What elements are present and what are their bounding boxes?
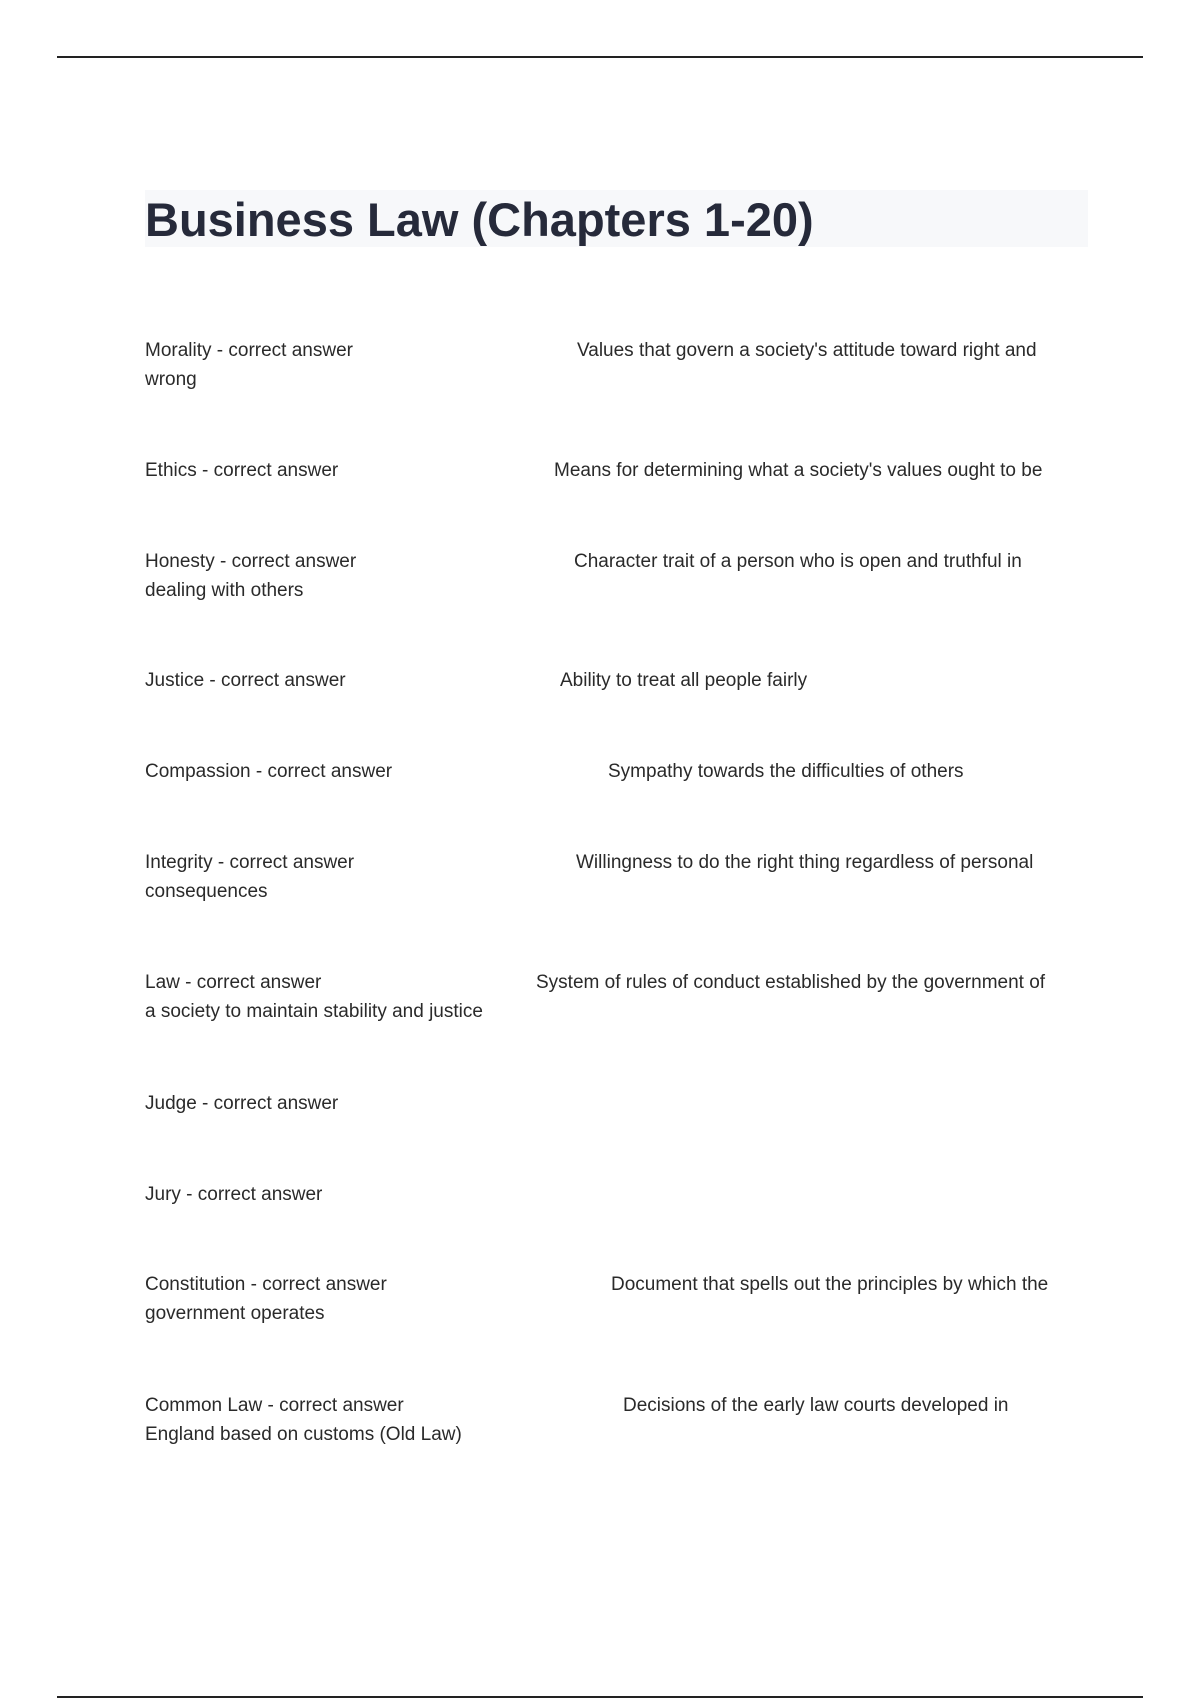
entry-definition-continuation: dealing with others	[145, 580, 304, 601]
entry-definition-continuation: England based on customs (Old Law)	[145, 1424, 462, 1445]
entry-second-line	[145, 365, 1088, 394]
entry-second-line	[145, 1420, 1088, 1449]
entry-first-line	[145, 848, 1088, 877]
entry-definition: Ability to treat all people fairly	[560, 670, 808, 691]
flashcard-entry	[145, 1089, 1088, 1118]
entry-term: Common Law - correct answer	[145, 1395, 404, 1416]
entry-first-line	[145, 456, 1088, 485]
entry-first-line	[145, 968, 1088, 997]
entry-first-line	[145, 1391, 1088, 1420]
flashcard-entry	[145, 666, 1088, 695]
flashcard-entry	[145, 1391, 1088, 1449]
flashcard-entry	[145, 456, 1088, 485]
entry-term: Integrity - correct answer	[145, 852, 355, 873]
flashcard-entry	[145, 1180, 1088, 1209]
flashcard-entry	[145, 757, 1088, 786]
entry-definition: Character trait of a person who is open and truthful in	[574, 551, 1022, 572]
entry-second-line	[145, 576, 1088, 605]
entry-second-line	[145, 877, 1088, 906]
entry-first-line	[145, 1089, 1088, 1118]
page-title: Business Law (Chapters 1-20)	[145, 193, 814, 246]
entry-definition-continuation: government operates	[145, 1303, 325, 1324]
entry-definition: Means for determining what a society's values ought to be	[554, 460, 1043, 481]
entry-first-line	[145, 336, 1088, 365]
entry-second-line	[145, 1299, 1088, 1328]
entry-definition: Willingness to do the right thing regardless of personal	[576, 852, 1034, 873]
entry-term: Compassion - correct answer	[145, 761, 393, 782]
entry-term: Judge - correct answer	[145, 1093, 339, 1114]
bottom-rule	[57, 1696, 1143, 1698]
entry-term: Law - correct answer	[145, 972, 322, 993]
flashcard-entry	[145, 968, 1088, 1026]
entry-term: Justice - correct answer	[145, 670, 346, 691]
flashcard-entry	[145, 848, 1088, 906]
flashcard-entry	[145, 547, 1088, 605]
entry-term: Morality - correct answer	[145, 340, 353, 361]
entry-first-line	[145, 1270, 1088, 1299]
entry-second-line	[145, 997, 1088, 1026]
flashcard-entry	[145, 1270, 1088, 1328]
entry-definition-continuation: wrong	[145, 369, 197, 390]
flashcard-entry	[145, 336, 1088, 394]
entry-first-line	[145, 547, 1088, 576]
entry-first-line	[145, 1180, 1088, 1209]
entry-definition: Sympathy towards the difficulties of others	[608, 761, 964, 782]
entry-definition: Document that spells out the principles by which the	[611, 1274, 1049, 1295]
entry-first-line	[145, 666, 1088, 695]
entry-definition: Values that govern a society's attitude toward right and	[577, 340, 1037, 361]
entry-definition-continuation: consequences	[145, 881, 268, 902]
entry-definition-continuation: a society to maintain stability and justice	[145, 1001, 483, 1022]
entry-term: Jury - correct answer	[145, 1184, 323, 1205]
entry-term: Ethics - correct answer	[145, 460, 339, 481]
entry-first-line	[145, 757, 1088, 786]
top-rule	[57, 56, 1143, 58]
entry-term: Constitution - correct answer	[145, 1274, 387, 1295]
entry-definition: Decisions of the early law courts developed in	[623, 1395, 1009, 1416]
entry-definition: System of rules of conduct established by the government of	[536, 972, 1046, 993]
entry-term: Honesty - correct answer	[145, 551, 357, 572]
